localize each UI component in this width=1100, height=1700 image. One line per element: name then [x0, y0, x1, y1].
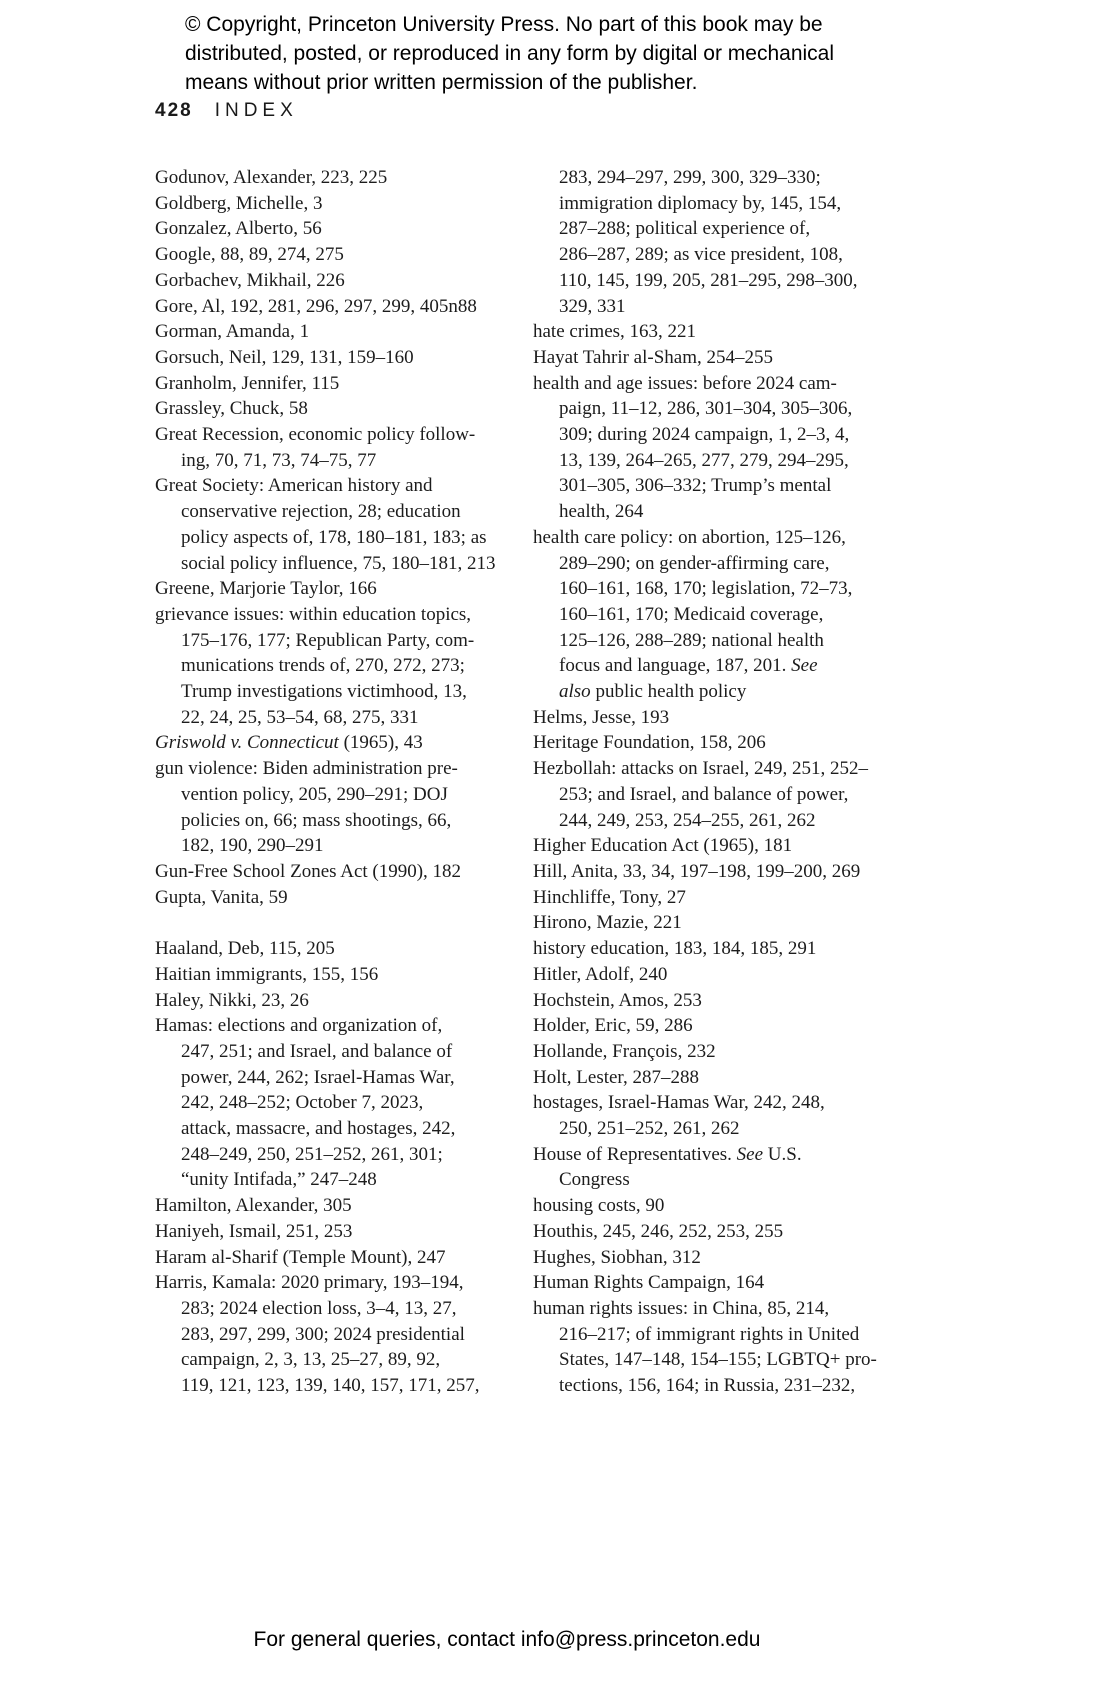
- index-line: Gorbachev, Mikhail, 226: [155, 269, 345, 291]
- index-line: Holder, Eric, 59, 286: [533, 1015, 693, 1037]
- index-line: housing costs, 90: [533, 1195, 665, 1217]
- index-line: ing, 70, 71, 73, 74–75, 77: [181, 449, 377, 471]
- copyright-line: means without prior written permission of the publisher.: [185, 71, 698, 94]
- index-line: Hochstein, Amos, 253: [533, 989, 702, 1011]
- index-line: 175–176, 177; Republican Party, com-: [181, 629, 475, 651]
- index-line: policies on, 66; mass shootings, 66,: [181, 809, 452, 831]
- index-line: also public health policy: [559, 681, 747, 703]
- index-line: Gore, Al, 192, 281, 296, 297, 299, 405n88: [155, 295, 477, 317]
- index-line: Higher Education Act (1965), 181: [533, 835, 793, 857]
- index-line: Heritage Foundation, 158, 206: [533, 732, 766, 754]
- index-line: 216–217; of immigrant rights in United: [559, 1323, 860, 1345]
- index-line: Hirono, Mazie, 221: [533, 912, 682, 934]
- index-line: 289–290; on gender-affirming care,: [559, 552, 830, 574]
- index-line: 182, 190, 290–291: [181, 835, 324, 857]
- index-line: Hamas: elections and organization of,: [155, 1015, 443, 1037]
- index-line: Hayat Tahrir al-Sham, 254–255: [533, 346, 773, 368]
- index-line: Goldberg, Michelle, 3: [155, 192, 323, 214]
- index-line: gun violence: Biden administration pre-: [155, 758, 458, 780]
- index-line: 283, 297, 299, 300; 2024 presidential: [181, 1323, 465, 1345]
- index-line: 309; during 2024 campaign, 1, 2–3, 4,: [559, 424, 850, 446]
- index-line: Griswold v. Connecticut (1965), 43: [155, 732, 423, 754]
- index-line: Gupta, Vanita, 59: [155, 886, 288, 908]
- index-line: “unity Intifada,” 247–248: [181, 1169, 377, 1191]
- index-line: House of Representatives. See U.S.: [533, 1143, 802, 1165]
- index-line: Harris, Kamala: 2020 primary, 193–194,: [155, 1272, 464, 1294]
- copyright-notice: [185, 10, 834, 97]
- index-line: Hitler, Adolf, 240: [533, 963, 668, 985]
- index-line: Hollande, François, 232: [533, 1040, 716, 1062]
- index-line: 250, 251–252, 261, 262: [559, 1118, 740, 1140]
- index-line: Haniyeh, Ismail, 251, 253: [155, 1220, 353, 1242]
- index-line: 242, 248–252; October 7, 2023,: [181, 1092, 424, 1114]
- index-line: Gun-Free School Zones Act (1990), 182: [155, 860, 462, 882]
- index-line: health and age issues: before 2024 cam-: [533, 372, 837, 394]
- index-line: Haley, Nikki, 23, 26: [155, 989, 309, 1011]
- index-line: campaign, 2, 3, 13, 25–27, 89, 92,: [181, 1349, 441, 1371]
- index-line: tections, 156, 164; in Russia, 231–232,: [559, 1375, 856, 1397]
- index-line: history education, 183, 184, 185, 291: [533, 938, 817, 960]
- index-line: Google, 88, 89, 274, 275: [155, 244, 344, 266]
- index-line: 283, 294–297, 299, 300, 329–330;: [559, 167, 821, 188]
- index-line: 329, 331: [559, 295, 626, 317]
- index-line: power, 244, 262; Israel-Hamas War,: [181, 1066, 455, 1088]
- index-line: hostages, Israel-Hamas War, 242, 248,: [533, 1092, 825, 1114]
- index-line: Godunov, Alexander, 223, 225: [155, 167, 388, 188]
- page-number: 428: [155, 100, 193, 121]
- index-line: Trump investigations victimhood, 13,: [181, 681, 467, 703]
- index-line: hate crimes, 163, 221: [533, 321, 697, 343]
- index-line: immigration diplomacy by, 145, 154,: [559, 192, 842, 214]
- index-line: munications trends of, 270, 272, 273;: [181, 655, 465, 677]
- index-line: 283; 2024 election loss, 3–4, 13, 27,: [181, 1297, 457, 1319]
- index-line: 125–126, 288–289; national health: [559, 629, 824, 651]
- index-line: Holt, Lester, 287–288: [533, 1066, 699, 1088]
- index-line: human rights issues: in China, 85, 214,: [533, 1297, 830, 1319]
- index-line: 22, 24, 25, 53–54, 68, 275, 331: [181, 706, 419, 728]
- index-line: paign, 11–12, 286, 301–304, 305–306,: [559, 398, 853, 420]
- index-line: 119, 121, 123, 139, 140, 157, 171, 257,: [181, 1375, 480, 1397]
- index-line: Helms, Jesse, 193: [533, 706, 670, 728]
- page-header: [155, 100, 298, 122]
- index-line: grievance issues: within education topics,: [155, 603, 472, 625]
- index-line: 160–161, 168, 170; legislation, 72–73,: [559, 578, 853, 600]
- index-line: Gorsuch, Neil, 129, 131, 159–160: [155, 346, 414, 368]
- index-line: conservative rejection, 28; education: [181, 501, 461, 523]
- index-line: States, 147–148, 154–155; LGBTQ+ pro-: [559, 1349, 877, 1371]
- index-line: Hamilton, Alexander, 305: [155, 1195, 352, 1217]
- index-line: 286–287, 289; as vice president, 108,: [559, 244, 843, 266]
- page-title: INDEX: [214, 100, 298, 121]
- index-line: Great Society: American history and: [155, 475, 433, 497]
- index-line: Congress: [559, 1169, 630, 1191]
- index-line: Greene, Marjorie Taylor, 166: [155, 578, 377, 600]
- index-line: Human Rights Campaign, 164: [533, 1272, 765, 1294]
- index-line: 301–305, 306–332; Trump’s mental: [559, 475, 832, 497]
- index-line: 110, 145, 199, 205, 281–295, 298–300,: [559, 269, 858, 291]
- index-line: Haram al-Sharif (Temple Mount), 247: [155, 1246, 446, 1268]
- index-line: vention policy, 205, 290–291; DOJ: [181, 783, 448, 805]
- index-line: Grassley, Chuck, 58: [155, 398, 308, 420]
- index-column-left: [155, 165, 515, 1399]
- index-line: Haaland, Deb, 115, 205: [155, 938, 335, 960]
- index-line: Gonzalez, Alberto, 56: [155, 218, 322, 240]
- index-line: Hezbollah: attacks on Israel, 249, 251, 252–: [533, 758, 869, 780]
- copyright-line: © Copyright, Princeton University Press. No part of this book may be: [185, 13, 823, 36]
- index-line: 253; and Israel, and balance of power,: [559, 783, 849, 805]
- index-line: Houthis, 245, 246, 252, 253, 255: [533, 1220, 784, 1242]
- index-line: Hill, Anita, 33, 34, 197–198, 199–200, 269: [533, 860, 861, 882]
- index-line: 247, 251; and Israel, and balance of: [181, 1040, 453, 1062]
- index-line: policy aspects of, 178, 180–181, 183; as: [181, 526, 487, 548]
- index-line: health, 264: [559, 501, 644, 523]
- index-line: social policy influence, 75, 180–181, 213: [181, 552, 496, 574]
- index-line: 160–161, 170; Medicaid coverage,: [559, 603, 824, 625]
- index-line: 287–288; political experience of,: [559, 218, 811, 240]
- index-line: health care policy: on abortion, 125–126,: [533, 526, 846, 548]
- index-line: Hughes, Siobhan, 312: [533, 1246, 701, 1268]
- index-line: 248–249, 250, 251–252, 261, 301;: [181, 1143, 443, 1165]
- index-line: Hinchliffe, Tony, 27: [533, 886, 686, 908]
- footer-contact: For general queries, contact info@press.princeton.edu: [253, 1628, 761, 1651]
- index-line: 244, 249, 253, 254–255, 261, 262: [559, 809, 816, 831]
- index-line: focus and language, 187, 201. See: [559, 655, 818, 677]
- index-line: Haitian immigrants, 155, 156: [155, 963, 379, 985]
- index-line: [155, 910, 515, 936]
- index-line: Granholm, Jennifer, 115: [155, 372, 340, 394]
- index-line: Great Recession, economic policy follow-: [155, 424, 476, 446]
- index-line: 13, 139, 264–265, 277, 279, 294–295,: [559, 449, 849, 471]
- copyright-line: distributed, posted, or reproduced in any form by digital or mechanical: [185, 42, 835, 65]
- index-line: attack, massacre, and hostages, 242,: [181, 1118, 456, 1140]
- index-line: Gorman, Amanda, 1: [155, 321, 310, 343]
- index-column-right: [533, 165, 913, 1399]
